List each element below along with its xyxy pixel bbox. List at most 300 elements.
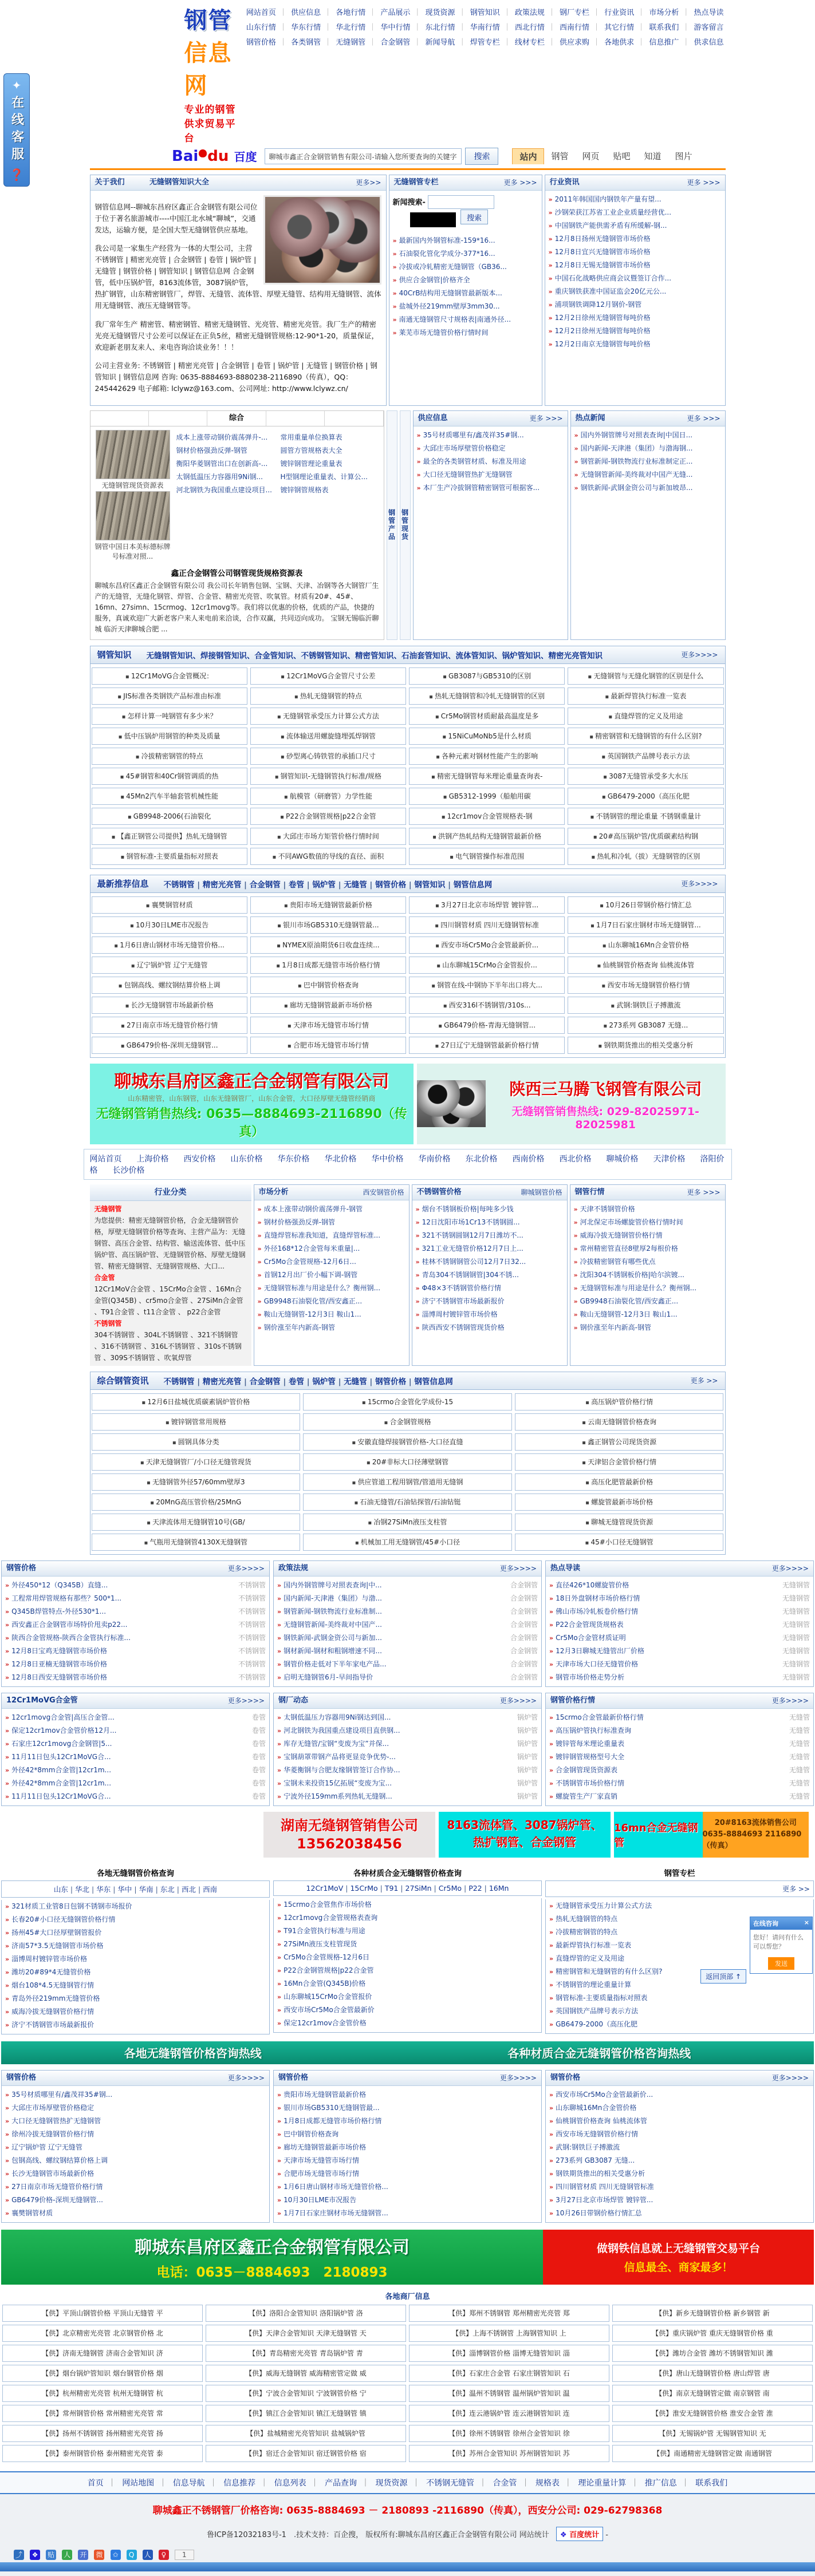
supplier-link[interactable]: 【供】北京精密光亮管 北京钢管价格 北 bbox=[2, 2325, 203, 2342]
material-tab[interactable]: 12Cr1MoV bbox=[306, 1884, 344, 1893]
category-tag[interactable]: 无缝钢管 bbox=[782, 1645, 810, 1658]
stock-resource-caption[interactable]: 无缝钢管现货资源表 bbox=[93, 480, 173, 490]
fluid-pipe-ad[interactable] bbox=[439, 1812, 611, 1858]
category-tag[interactable]: 锅炉管 bbox=[517, 1790, 538, 1803]
list-item[interactable]: » 山东聊城16Mn合金管价格 bbox=[549, 2101, 810, 2115]
nav-link[interactable]: ｜ 市场分析 bbox=[637, 9, 679, 17]
category-tag[interactable]: 不锈钢管 bbox=[238, 1658, 266, 1671]
comprehensive-news-tab[interactable]: | 钢管信息网 bbox=[406, 1377, 453, 1386]
list-item[interactable]: » 国内新闻-天津港（集团）与渤海钢... bbox=[574, 442, 722, 455]
list-item[interactable]: » 大口径无缝钢管热扩无缝钢管 bbox=[417, 468, 564, 481]
list-item[interactable]: » 12月2日徐州无缝钢管每吨价格 bbox=[549, 311, 722, 325]
share-star-icon[interactable]: ✩ bbox=[111, 2550, 121, 2560]
list-item[interactable]: » 321材质工业管8日包钢不锈钢市场报价 bbox=[5, 1900, 266, 1913]
list-item[interactable]: 镀锌钢管规格表 bbox=[281, 484, 378, 497]
list-item[interactable]: » Cr5Mo合金管材质证明 无缝钢管 bbox=[549, 1631, 810, 1645]
nav-link[interactable]: ｜ 产品展示 bbox=[369, 9, 410, 17]
share-renren-icon[interactable]: 人 bbox=[62, 2550, 72, 2560]
category-tag[interactable]: 锅炉管 bbox=[517, 1737, 538, 1751]
column-more[interactable]: 更多>>>> bbox=[772, 1693, 809, 1708]
comprehensive-news-item[interactable]: ▪ 供应管道工程用钢管/管道用无缝钢 bbox=[303, 1473, 512, 1491]
list-item[interactable]: » 大邱庄市场厚壁管价格稳定 bbox=[417, 442, 564, 455]
knowledge-grid-item[interactable]: ▪ 不锈钢管的理论重量 不锈钢重量计 bbox=[568, 808, 723, 825]
knowledge-grid-item[interactable]: ▪ 电气钢管操作标准范围 bbox=[409, 848, 565, 865]
list-item[interactable]: » 重庆钢铁获准中国证监会20亿元公... bbox=[549, 285, 722, 298]
knowledge-grid-item[interactable]: ▪ 钢管知识-无缝钢管执行标准/规格 bbox=[250, 768, 406, 785]
list-item[interactable]: » 烟台不锈钢板价格|每吨多少钱 bbox=[416, 1203, 564, 1216]
nav-link[interactable]: ｜ 游客留言 bbox=[682, 23, 723, 32]
share-tieba-icon[interactable]: 贴 bbox=[46, 2550, 56, 2560]
knowledge-grid-item[interactable]: ▪ 12cr1mov合金管规格表-钢 bbox=[409, 808, 565, 825]
list-item[interactable]: » 四川钢管材质 四川无缝钢管标准 bbox=[549, 2180, 810, 2194]
comprehensive-news-item[interactable]: ▪ 天津流体用无缝钢管10号(GB/ bbox=[92, 1514, 301, 1531]
comprehensive-news-item[interactable]: ▪ 12月6日盐城优质碳素锅炉管价格 bbox=[92, 1393, 301, 1411]
category-tag[interactable]: 不锈钢管 bbox=[238, 1671, 266, 1684]
comprehensive-news-tab[interactable]: | 卷管 bbox=[281, 1377, 304, 1386]
list-item[interactable]: » 成本上涨带动钢价震荡弹升-钢管 bbox=[258, 1203, 405, 1216]
list-item[interactable]: » 济宁不锈钢管市场最新报价 bbox=[416, 1295, 564, 1308]
knowledge-grid-item[interactable]: ▪ 热轧无缝钢管和冷轧无缝钢管的区别 bbox=[409, 688, 565, 705]
list-item[interactable]: » 最新焊管执行标准一览表 bbox=[549, 1939, 810, 1952]
comprehensive-news-item[interactable]: ▪ 天津铝合金管价格行情 bbox=[515, 1453, 724, 1471]
price-nav-link[interactable]: 华东价格 bbox=[278, 1155, 310, 1164]
comprehensive-news-item[interactable]: ▪ 气瓶用无缝钢管4130X无缝钢管 bbox=[92, 1534, 301, 1551]
list-item[interactable]: » 本厂生产冷拔钢管精密钢管可根据客... bbox=[417, 481, 564, 495]
price-nav-link[interactable]: 华南价格 bbox=[419, 1155, 451, 1164]
pipe-quotes-more[interactable]: 更多 >>> bbox=[687, 1185, 720, 1200]
price-nav-link[interactable]: 天津价格 bbox=[653, 1155, 686, 1164]
search-button[interactable]: 搜索 bbox=[465, 148, 498, 165]
recommend-grid-item[interactable]: ▪ 钢铁期货推出的相关受惠分析 bbox=[568, 1037, 723, 1054]
list-item[interactable]: » 巴中钢管价格查询 bbox=[277, 2128, 538, 2141]
list-item[interactable]: » 321不锈钢圆钢12月7日潍坊不... bbox=[416, 1229, 564, 1242]
list-item[interactable]: » 河北钢铁为我国重点建设项目直供钢... 锅炉管 bbox=[277, 1724, 538, 1737]
recommend-grid-item[interactable]: ▪ 长沙无缝钢管市场最新价格 bbox=[92, 997, 247, 1014]
recommend-tab[interactable]: 不锈钢管 bbox=[164, 880, 195, 890]
list-item[interactable]: » 40CrB结构用无缝钢管最新版本... bbox=[393, 287, 538, 300]
supplier-link[interactable]: 【供】无锡锅炉管 无锡钢管知识 无 bbox=[612, 2425, 813, 2442]
list-item[interactable]: » 外径450*12（Q345B）直缝... 不锈钢管 bbox=[5, 1579, 266, 1592]
material-tab[interactable]: | T91 bbox=[378, 1884, 399, 1893]
list-item[interactable]: 成本上涨带动钢价震荡弹升-... bbox=[176, 431, 274, 444]
supplier-link[interactable]: 【供】青岛精密光亮管 青岛锅炉管 青 bbox=[206, 2345, 406, 2362]
nav-link[interactable]: ｜ 各地行情 bbox=[324, 9, 365, 17]
list-item[interactable]: 常用重量单位换算表 bbox=[281, 431, 378, 444]
list-item[interactable]: 衡阳华菱钢管出口在创新高-... bbox=[176, 457, 274, 471]
knowledge-grid-item[interactable]: ▪ 20#高压锅炉管/优质碳素结构钢 bbox=[568, 828, 723, 845]
supplier-link[interactable]: 【供】郑州不锈钢管 郑州精密光亮管 郑 bbox=[409, 2305, 609, 2322]
category-tag[interactable]: 无缝钢管 bbox=[782, 1579, 810, 1592]
recommend-grid-item[interactable]: ▪ 钢管在线-中钢协下半年出口将大... bbox=[409, 977, 565, 994]
list-item[interactable]: » 长沙无缝钢管市场最新价格 bbox=[5, 2167, 266, 2180]
list-item[interactable]: » 钢管价格走低对下半年家电产品... 合金钢管 bbox=[277, 1658, 538, 1671]
category-tag[interactable]: 无缝管 bbox=[789, 1737, 810, 1751]
recommend-grid-item[interactable]: ▪ 山东聊城16Mn合金管价格 bbox=[568, 937, 723, 954]
comprehensive-news-item[interactable]: ▪ 聊城无缝管现货资源 bbox=[515, 1514, 724, 1531]
category-tag[interactable]: 卷管 bbox=[252, 1764, 266, 1777]
share-qzone-icon[interactable]: ⤴ bbox=[14, 2550, 24, 2560]
tab-seamless-knowledge[interactable]: 无缝钢管知识大全 bbox=[149, 178, 209, 187]
list-item[interactable]: » 镀锌管每米理论重量表 无缝管 bbox=[549, 1737, 810, 1751]
knowledge-grid-item[interactable]: ▪ P22合金钢管规格|p22合金管 bbox=[250, 808, 406, 825]
nav-link[interactable]: ｜ 合金钢管 bbox=[369, 38, 410, 47]
category-tag[interactable]: 锅炉管 bbox=[517, 1764, 538, 1777]
list-item[interactable]: » 1月6日唐山钢材市场无缝管价格... bbox=[277, 2180, 538, 2194]
price-nav-link[interactable]: 聊城价格 bbox=[607, 1155, 639, 1164]
category-tag[interactable]: 锅炉管 bbox=[517, 1711, 538, 1724]
recommend-grid-item[interactable]: ▪ 襄樊钢管材质 bbox=[92, 896, 247, 914]
list-item[interactable]: » 西安鑫正合金钢管市场特价甩卖p22... 不锈钢管 bbox=[5, 1618, 266, 1631]
supplier-link[interactable]: 【供】南通精密无缝钢管定做 南通钢管 bbox=[612, 2445, 813, 2462]
region-tab[interactable]: 山东 bbox=[54, 1885, 68, 1894]
list-item[interactable]: » GB9948石油裂化管/西安鑫正... bbox=[258, 1295, 405, 1308]
price-nav-link[interactable]: 长沙价格 bbox=[113, 1166, 145, 1175]
nav-link[interactable]: ｜ 线材专栏 bbox=[503, 38, 545, 47]
list-item[interactable]: » 12日沈阳市场1Cr13不锈钢圆... bbox=[416, 1216, 564, 1229]
column-more[interactable]: 更多>>>> bbox=[228, 1693, 265, 1708]
16mn-ad[interactable] bbox=[614, 1812, 809, 1858]
knowledge-grid-item[interactable]: ▪ 冷拔精密钢管的特点 bbox=[92, 748, 247, 765]
nav-link[interactable]: ｜ 东北行情 bbox=[414, 23, 455, 32]
list-item[interactable]: » 钢铁期货推出的相关受惠分析 bbox=[549, 2167, 810, 2180]
nav-link[interactable]: ｜ 供应信息 bbox=[279, 9, 321, 17]
share-tencent-icon[interactable]: Q bbox=[127, 2550, 137, 2560]
footer-nav-link[interactable]: ｜ 理论重量计算 bbox=[564, 2479, 626, 2488]
nav-link[interactable]: ｜ 新闻导航 bbox=[414, 38, 455, 47]
footer-nav-link[interactable]: ｜ 信息列表 bbox=[260, 2479, 306, 2488]
comprehensive-news-more[interactable]: 更多 >> bbox=[691, 1376, 718, 1385]
list-item[interactable]: » 外径42*8mm合金管|12cr1m... 卷管 bbox=[5, 1764, 266, 1777]
list-item[interactable]: » 外径168*12合金管每米重量|... bbox=[258, 1242, 405, 1255]
category-tag[interactable]: 卷管 bbox=[252, 1737, 266, 1751]
price-nav-link[interactable]: 洛阳价格 bbox=[90, 1155, 725, 1175]
category-tag[interactable]: 无缝管 bbox=[789, 1790, 810, 1803]
region-tab[interactable]: | 西北 bbox=[175, 1885, 196, 1894]
hotline-banner[interactable] bbox=[1, 2041, 814, 2064]
list-item[interactable]: » 不锈钢管的理论重量计算 bbox=[549, 1978, 810, 1992]
list-item[interactable]: » 16Mn合金管(Q345B)价格 bbox=[277, 1977, 538, 1990]
list-item[interactable]: 钢材价格强劲反弹-钢管 bbox=[176, 444, 274, 457]
footer-nav-link[interactable]: ｜ 信息推荐 bbox=[210, 2479, 255, 2488]
price-nav-link[interactable]: 东北价格 bbox=[466, 1155, 498, 1164]
list-item[interactable]: » 12月2日徐州无缝钢管每吨价格 bbox=[549, 325, 722, 338]
category-tag[interactable]: 卷管 bbox=[252, 1724, 266, 1737]
list-item[interactable]: » 启明无缝钢管6月-早间指导价 合金钢管 bbox=[277, 1671, 538, 1684]
recommend-tab[interactable]: | 无缝管 bbox=[336, 880, 367, 890]
recommend-grid-item[interactable]: ▪ 西安316l不锈钢管/310s... bbox=[409, 997, 565, 1014]
category-tag[interactable]: 无缝钢管 bbox=[782, 1658, 810, 1671]
list-item[interactable]: » 精密钢管和无缝钢管的有什么区别? bbox=[549, 1965, 810, 1978]
list-item[interactable]: » 外径42*8mm合金管|12cr1m... 卷管 bbox=[5, 1777, 266, 1790]
list-item[interactable]: » 青岛304不锈钢钢管|304不锈... bbox=[416, 1269, 564, 1282]
list-item[interactable]: » 济宁不锈钢管市场最新报价 bbox=[5, 2018, 266, 2032]
chat-widget[interactable] bbox=[750, 1917, 813, 1974]
list-item[interactable]: » 佛山市场冷轧板卷价格行情 无缝钢管 bbox=[549, 1605, 810, 1618]
recommend-tab[interactable]: | 合金钢管 bbox=[241, 880, 280, 890]
list-item[interactable]: » 12月2日南京无缝钢管每吨价格 bbox=[549, 338, 722, 351]
material-tab[interactable]: | 27SiMn bbox=[398, 1884, 431, 1893]
list-item[interactable]: » Cr5Mo合金管规格-12月6日... bbox=[258, 1255, 405, 1269]
footer-nav-link[interactable]: ｜ 现货资源 bbox=[361, 2479, 407, 2488]
region-tab[interactable]: | 东北 bbox=[153, 1885, 175, 1894]
list-item[interactable]: » 西安市场无缝钢管价格行情 bbox=[549, 2128, 810, 2141]
knowledge-grid-item[interactable]: ▪ 无缝钢管承受压力计算公式方法 bbox=[250, 708, 406, 725]
list-item[interactable]: » 宝钢未来投资15亿拓展“变废为宝... 锅炉管 bbox=[277, 1777, 538, 1790]
list-item[interactable]: » 石家庄12cr1movg合金钢管|5... 卷管 bbox=[5, 1737, 266, 1751]
list-item[interactable]: » 1月7日石家庄钢材市场无缝钢管... bbox=[277, 2207, 538, 2220]
recommend-grid-item[interactable]: ▪ 天津市场无缝管市场行情 bbox=[250, 1017, 406, 1034]
category-seamless-head[interactable]: 无缝钢管 bbox=[95, 1203, 247, 1215]
list-item[interactable]: » 15crmo合金管最新价格行情 无缝管 bbox=[549, 1711, 810, 1724]
list-item[interactable]: » 鞍山无缝钢管-12月3日 鞍山1... bbox=[574, 1308, 722, 1321]
list-item[interactable]: » 国内外钢管牌号对照表查询|中国日... bbox=[574, 429, 722, 442]
supplier-link[interactable]: 【供】苏州合金管知识 苏州钢管知识 苏 bbox=[409, 2445, 609, 2462]
knowledge-grid-item[interactable]: ▪ 【鑫正钢管公司提供】热轧无缝钢管 bbox=[92, 828, 247, 845]
price-nav-link[interactable]: 网站首页 bbox=[90, 1155, 122, 1164]
list-item[interactable]: » 321工业无缝管价格12月7日上... bbox=[416, 1242, 564, 1255]
column-more[interactable]: 更多>>>> bbox=[772, 1561, 809, 1576]
comprehensive-news-item[interactable]: ▪ 安徽直缝焊接钢管价格-大口径直缝 bbox=[303, 1433, 512, 1451]
supplier-link[interactable]: 【供】盐城精密光亮管知识 盐城锅炉管 bbox=[206, 2425, 406, 2442]
hunan-ad[interactable] bbox=[263, 1812, 435, 1858]
list-item[interactable]: » T91合金管执行标准与用途 bbox=[277, 1925, 538, 1938]
list-item[interactable]: » 国内新闻-天津港（集团）与渤... 合金钢管 bbox=[277, 1592, 538, 1605]
search-tab-site[interactable]: 站内 bbox=[512, 148, 544, 164]
category-tag[interactable]: 无缝钢管 bbox=[782, 1631, 810, 1645]
recommend-grid-item[interactable]: ▪ 27日辽宁无缝钢管最新价格行情 bbox=[409, 1037, 565, 1054]
supplier-link[interactable]: 【供】宿迁合金管知识 宿迁钢管价格 宿 bbox=[206, 2445, 406, 2462]
supplier-link[interactable]: 【供】淮安无缝钢管价格 淮安合金管 淮 bbox=[612, 2405, 813, 2422]
knowledge-grid-item[interactable]: ▪ 怎样计算一吨钢管有多少米？ bbox=[92, 708, 247, 725]
knowledge-grid-item[interactable]: ▪ 英国钢铁产品牌号表示方法 bbox=[568, 748, 723, 765]
knowledge-grid-item[interactable]: ▪ GB6479-2000（高压化肥 bbox=[568, 788, 723, 805]
comprehensive-news-item[interactable]: ▪ 高压锅炉管价格行情 bbox=[515, 1393, 724, 1411]
list-item[interactable]: 河北钢铁为我国重点建设项目... bbox=[176, 484, 274, 497]
nav-link[interactable]: ｜ 联系我们 bbox=[637, 23, 679, 32]
list-item[interactable]: » 襄樊钢管材质 bbox=[5, 2207, 266, 2220]
knowledge-more[interactable]: 更多>>>> bbox=[681, 650, 718, 659]
resource-summary-title[interactable]: 鑫正合金钢管公司钢管现货规格资源表 bbox=[95, 567, 379, 578]
region-tab[interactable]: | 华北 bbox=[68, 1885, 89, 1894]
comprehensive-news-item[interactable]: ▪ 高压化肥管最新价格 bbox=[515, 1473, 724, 1491]
footer-nav-link[interactable]: ｜ 网站地图 bbox=[108, 2479, 154, 2488]
nav-link[interactable]: ｜ 华东行情 bbox=[279, 23, 321, 32]
recommend-grid-item[interactable]: ▪ 1月7日石家庄钢材市场无缝钢管... bbox=[568, 916, 723, 934]
footer-nav-link[interactable]: ｜ 合金管 bbox=[479, 2479, 517, 2488]
category-tag[interactable]: 不锈钢管 bbox=[238, 1592, 266, 1605]
recommend-tab[interactable]: | 钢管知识 bbox=[406, 880, 445, 890]
price-nav-link[interactable]: 华中价格 bbox=[372, 1155, 404, 1164]
list-item[interactable]: » 直径426*10螺旋管价格 无缝钢管 bbox=[549, 1579, 810, 1592]
knowledge-grid-item[interactable]: ▪ 航模管（研磨管）力学性能 bbox=[250, 788, 406, 805]
column-more[interactable]: 更多>>>> bbox=[500, 2071, 537, 2085]
list-item[interactable]: » 徐州冷拔无缝钢管价格行情 bbox=[5, 2128, 266, 2141]
category-tag[interactable]: 锅炉管 bbox=[517, 1751, 538, 1764]
list-item[interactable]: » 威海冷拔无缝钢管价格行情 bbox=[574, 1229, 722, 1242]
knowledge-grid-item[interactable]: ▪ 12Cr1MoVG合金管尺寸公差 bbox=[250, 667, 406, 685]
search-tab-zhidao[interactable]: 知道 bbox=[637, 148, 668, 164]
list-item[interactable]: H型钢理论重量表、计算公... bbox=[281, 471, 378, 484]
recommend-grid-item[interactable]: ▪ 包钢高线、螺纹钢结算价格上调 bbox=[92, 977, 247, 994]
recommend-grid-item[interactable]: ▪ 巴中钢管价格查询 bbox=[250, 977, 406, 994]
list-item[interactable]: » 库存无缝管/宝钢“变废为宝”并保... 锅炉管 bbox=[277, 1737, 538, 1751]
list-item[interactable]: » 廊坊无缝钢管最新市场价格 bbox=[277, 2141, 538, 2154]
category-tag[interactable]: 无缝钢管 bbox=[782, 1671, 810, 1684]
category-tag[interactable]: 不锈钢管 bbox=[238, 1645, 266, 1658]
recommend-grid-item[interactable]: ▪ 10月30日LME市况报告 bbox=[92, 916, 247, 934]
knowledge-grid-item[interactable]: ▪ 洪钢产热轧结构无缝钢管最新价格 bbox=[409, 828, 565, 845]
footer-nav-link[interactable]: ｜ 产品查询 bbox=[311, 2479, 357, 2488]
baidu-logo[interactable] bbox=[172, 148, 257, 165]
list-item[interactable]: » 英国钢铁产品牌号表示方法 bbox=[549, 2005, 810, 2018]
nav-link[interactable]: ｜ 热点导读 bbox=[682, 9, 723, 17]
recommend-grid-item[interactable]: ▪ 3月27日北京市场焊管 镀锌管... bbox=[409, 896, 565, 914]
recommend-grid-item[interactable]: ▪ 银川市场GB5310无缝钢管最... bbox=[250, 916, 406, 934]
list-item[interactable]: » 冷拔或冷轧精密无缝钢管（GB36... bbox=[393, 260, 538, 274]
list-item[interactable]: » 包钢高线、螺纹钢结算价格上调 bbox=[5, 2154, 266, 2167]
industry-news-more[interactable]: 更多 >>> bbox=[687, 175, 720, 190]
recommend-grid-item[interactable]: ▪ 西安市场Cr5Mo合金管最新价... bbox=[409, 937, 565, 954]
recommend-grid-item[interactable]: ▪ 10月26日带钢价格行情汇总 bbox=[568, 896, 723, 914]
list-item[interactable]: » 钢价涨至年内新高-钢管 bbox=[574, 1321, 722, 1334]
column-more[interactable]: 更多>>>> bbox=[500, 1561, 537, 1576]
supplier-link[interactable]: 【供】平顶山钢管价格 平顶山无缝管 平 bbox=[2, 2305, 203, 2322]
list-item[interactable]: » 12月8日无锡无缝钢管市场价格 bbox=[549, 259, 722, 272]
list-item[interactable]: » 热轧无缝钢管的特点 bbox=[549, 1913, 810, 1926]
list-item[interactable]: » 15crmo合金管焦作市场价格 bbox=[277, 1898, 538, 1911]
knowledge-grid-item[interactable]: ▪ GB9948-2006(石油裂化 bbox=[92, 808, 247, 825]
knowledge-grid-item[interactable]: ▪ 15NiCuMoNb5是什么材质 bbox=[409, 728, 565, 745]
list-item[interactable]: » Cr5Mo合金管规格-12月6日 bbox=[277, 1951, 538, 1964]
chat-send-button[interactable]: 发送 bbox=[768, 1957, 794, 1970]
column-more[interactable]: 更多>>>> bbox=[228, 2071, 265, 2085]
search-tab-tieba[interactable]: 贴吧 bbox=[607, 148, 637, 164]
list-item[interactable]: » 陕西合金管规格-陕西合金管执行标准... 不锈钢管 bbox=[5, 1631, 266, 1645]
list-item[interactable]: » 无缝钢管标准与用途是什么？衡州钢... bbox=[258, 1282, 405, 1295]
list-item[interactable]: » 供应合金钢管|价格齐全 bbox=[393, 274, 538, 287]
list-item[interactable]: » 直缝焊管的定义及用途 bbox=[549, 1952, 810, 1965]
search-tab-web[interactable]: 网页 bbox=[576, 148, 607, 164]
list-item[interactable]: » 宝钢葫罩带钢产品将更显竞争优势-... 锅炉管 bbox=[277, 1751, 538, 1764]
nav-link[interactable]: ｜ 其它行情 bbox=[593, 23, 634, 32]
market-analysis-more[interactable]: 西安钢管价格 bbox=[363, 1185, 404, 1200]
knowledge-grid-item[interactable]: ▪ 钢管标准-主要质量指标对照表 bbox=[92, 848, 247, 865]
list-item[interactable]: » 钢材新闻-钢材和粗钢增速不同... 合金钢管 bbox=[277, 1645, 538, 1658]
list-item[interactable]: » 冷拔精密钢管的特点 bbox=[549, 1926, 810, 1939]
list-item[interactable]: » 西安市场Cr5Mo合金管最新价... bbox=[549, 2088, 810, 2101]
knowledge-grid-item[interactable]: ▪ 热轧无缝钢管的特点 bbox=[250, 688, 406, 705]
list-item[interactable]: » 10月30日LME市况报告 bbox=[277, 2194, 538, 2207]
list-item[interactable]: » 工程常用焊管规格有那些？500*1... 不锈钢管 bbox=[5, 1592, 266, 1605]
list-item[interactable]: 圆管方管规格表大全 bbox=[281, 444, 378, 457]
recommend-grid-item[interactable]: ▪ 武钢:钢铁巨子搏激流 bbox=[568, 997, 723, 1014]
supplier-link[interactable]: 【供】洛阳合金管知识 洛阳锅炉管 洛 bbox=[206, 2305, 406, 2322]
supplier-link[interactable]: 【供】徐州不锈钢管 徐州合金管知识 徐 bbox=[409, 2425, 609, 2442]
list-item[interactable]: » 无缝钢管承受压力计算公式方法 bbox=[549, 1899, 810, 1913]
price-nav-link[interactable]: 山东价格 bbox=[231, 1155, 263, 1164]
comprehensive-news-tab[interactable]: 不锈钢管 bbox=[164, 1377, 195, 1386]
column-more[interactable]: 更多>>>> bbox=[228, 1561, 265, 1576]
recommend-grid-item[interactable]: ▪ 四川钢管材质 四川无缝钢管标准 bbox=[409, 916, 565, 934]
price-nav-link[interactable]: 华北价格 bbox=[325, 1155, 357, 1164]
category-tag[interactable]: 无缝管 bbox=[789, 1777, 810, 1790]
list-item[interactable]: » 河北保定市场螺旋管价格行情时间 bbox=[574, 1216, 722, 1229]
region-tab[interactable]: | 西南 bbox=[196, 1885, 217, 1894]
category-tag[interactable]: 无缝管 bbox=[789, 1724, 810, 1737]
supplier-link[interactable]: 【供】烟台锅炉管知识 烟台钢管价格 烟 bbox=[2, 2365, 203, 2382]
list-item[interactable]: » 无缝钢管标准与用途是什么？衡州钢... bbox=[574, 1282, 722, 1295]
nav-link[interactable]: ｜ 供应求购 bbox=[548, 38, 589, 47]
list-item[interactable]: » GB6479价格-深圳无缝钢管... bbox=[5, 2194, 266, 2207]
recommend-grid-item[interactable]: ▪ 1月8日成都无缝管市场价格行情 bbox=[250, 957, 406, 974]
tab-about-us[interactable]: 关于我们 bbox=[95, 178, 125, 187]
list-item[interactable]: » 中国钢铁产能供需矛盾有所缓解-钢... bbox=[549, 219, 722, 232]
nav-link[interactable]: ｜ 焊管专栏 bbox=[459, 38, 500, 47]
list-item[interactable]: » 威海冷拔无缝钢管价格行情 bbox=[5, 2005, 266, 2018]
comprehensive-news-item[interactable]: ▪ 合金钢管规格 bbox=[303, 1413, 512, 1431]
list-item[interactable]: » 武钢:钢铁巨子搏激流 bbox=[549, 2141, 810, 2154]
tab-empty[interactable] bbox=[149, 411, 207, 426]
comprehensive-news-tab[interactable]: | 合金钢管 bbox=[241, 1377, 280, 1386]
list-item[interactable]: » 35号材质哪里有/鑫茂祥35#钢... bbox=[5, 2088, 266, 2101]
category-tag[interactable]: 不锈钢管 bbox=[238, 1631, 266, 1645]
knowledge-grid-item[interactable]: ▪ 精密钢管和无缝钢管的有什么区别? bbox=[568, 728, 723, 745]
category-tag[interactable]: 卷管 bbox=[252, 1751, 266, 1764]
list-item[interactable]: » 合金钢管现货资源表 无缝管 bbox=[549, 1764, 810, 1777]
nav-link[interactable]: ｜ 钢厂专栏 bbox=[548, 9, 589, 17]
region-tab[interactable]: | 华南 bbox=[132, 1885, 153, 1894]
search-tab-image[interactable]: 图片 bbox=[668, 148, 699, 164]
list-item[interactable]: » 3月27日北京市场焊管 镀锌管... bbox=[549, 2194, 810, 2207]
knowledge-grid-item[interactable]: ▪ GB5312-1999（船舶用碳 bbox=[409, 788, 565, 805]
tab-zonghe[interactable]: 综合 bbox=[207, 411, 266, 426]
list-item[interactable]: » 仙桃钢管价格查询 仙桃流体管 bbox=[549, 2115, 810, 2128]
list-item[interactable]: » 高压锅炉管执行标准查询 无缝管 bbox=[549, 1724, 810, 1737]
comprehensive-news-item[interactable]: ▪ 鑫正钢管公司现货资源 bbox=[515, 1433, 724, 1451]
supplier-link[interactable]: 【供】温州不锈钢管 温州锅炉管知识 温 bbox=[409, 2385, 609, 2402]
knowledge-grid-item[interactable]: ▪ 精密无缝钢管每米理论重量查询表- bbox=[409, 768, 565, 785]
list-item[interactable]: » GB9948石油裂化管/西安鑫正... bbox=[574, 1295, 722, 1308]
comprehensive-news-item[interactable]: ▪ 石油无缝管/石油钻探管/石油钻铤 bbox=[303, 1494, 512, 1511]
list-item[interactable]: » 大邱庄市场厚壁管价格稳定 bbox=[5, 2101, 266, 2115]
recommend-grid-item[interactable]: ▪ 廊坊无缝钢管最新市场价格 bbox=[250, 997, 406, 1014]
list-item[interactable]: » 大口径无缝钢管热扩无缝钢管 bbox=[5, 2115, 266, 2128]
list-item[interactable]: » 浦项钢铁调降12月钢价-钢管 bbox=[549, 298, 722, 311]
chat-close-icon[interactable]: × bbox=[804, 1919, 809, 1928]
comprehensive-news-item[interactable]: ▪ 15crmo合金管化学成份-15 bbox=[303, 1393, 512, 1411]
category-tag[interactable]: 无缝管 bbox=[789, 1764, 810, 1777]
stainless-price-more[interactable]: 聊城钢管价格 bbox=[521, 1185, 562, 1200]
list-item[interactable]: » 12cr1movg合金管规格表查询 bbox=[277, 1911, 538, 1925]
knowledge-grid-item[interactable]: ▪ 流体输送用螺旋缝埋弧焊钢管 bbox=[250, 728, 406, 745]
supplier-link[interactable]: 【供】重庆锅炉管 重庆无缝钢管价格 重 bbox=[612, 2325, 813, 2342]
category-tag[interactable]: 无缝钢管 bbox=[782, 1592, 810, 1605]
seamless-column-more[interactable]: 更多 >>> bbox=[504, 175, 537, 190]
recommend-grid-item[interactable]: ▪ GB6479价格-青海无缝钢管... bbox=[409, 1017, 565, 1034]
list-item[interactable]: » 35号材质哪里有/鑫茂祥35#钢... bbox=[417, 429, 564, 442]
hot-news-more[interactable]: 更多 >>> bbox=[687, 411, 720, 426]
category-tag[interactable]: 合金钢管 bbox=[510, 1658, 538, 1671]
knowledge-grid-item[interactable]: ▪ JIS标准各类钢铁产品标准由标准 bbox=[92, 688, 247, 705]
column-more[interactable]: 更多>>>> bbox=[500, 1693, 537, 1708]
list-item[interactable]: » 鞍山无缝钢管-12月3日 鞍山1... bbox=[258, 1308, 405, 1321]
comprehensive-news-item[interactable]: ▪ 无缝钢管外径57/60mm壁厚3 bbox=[92, 1473, 301, 1491]
list-item[interactable]: » P22合金管现货规格表 无缝钢管 bbox=[549, 1618, 810, 1631]
nav-link[interactable]: ｜ 华南行情 bbox=[459, 23, 500, 32]
stock-resource-photo[interactable] bbox=[96, 430, 170, 479]
list-item[interactable]: » Q345B焊管特点-外径530*1... 不锈钢管 bbox=[5, 1605, 266, 1618]
category-tag[interactable]: 合金钢管 bbox=[510, 1592, 538, 1605]
